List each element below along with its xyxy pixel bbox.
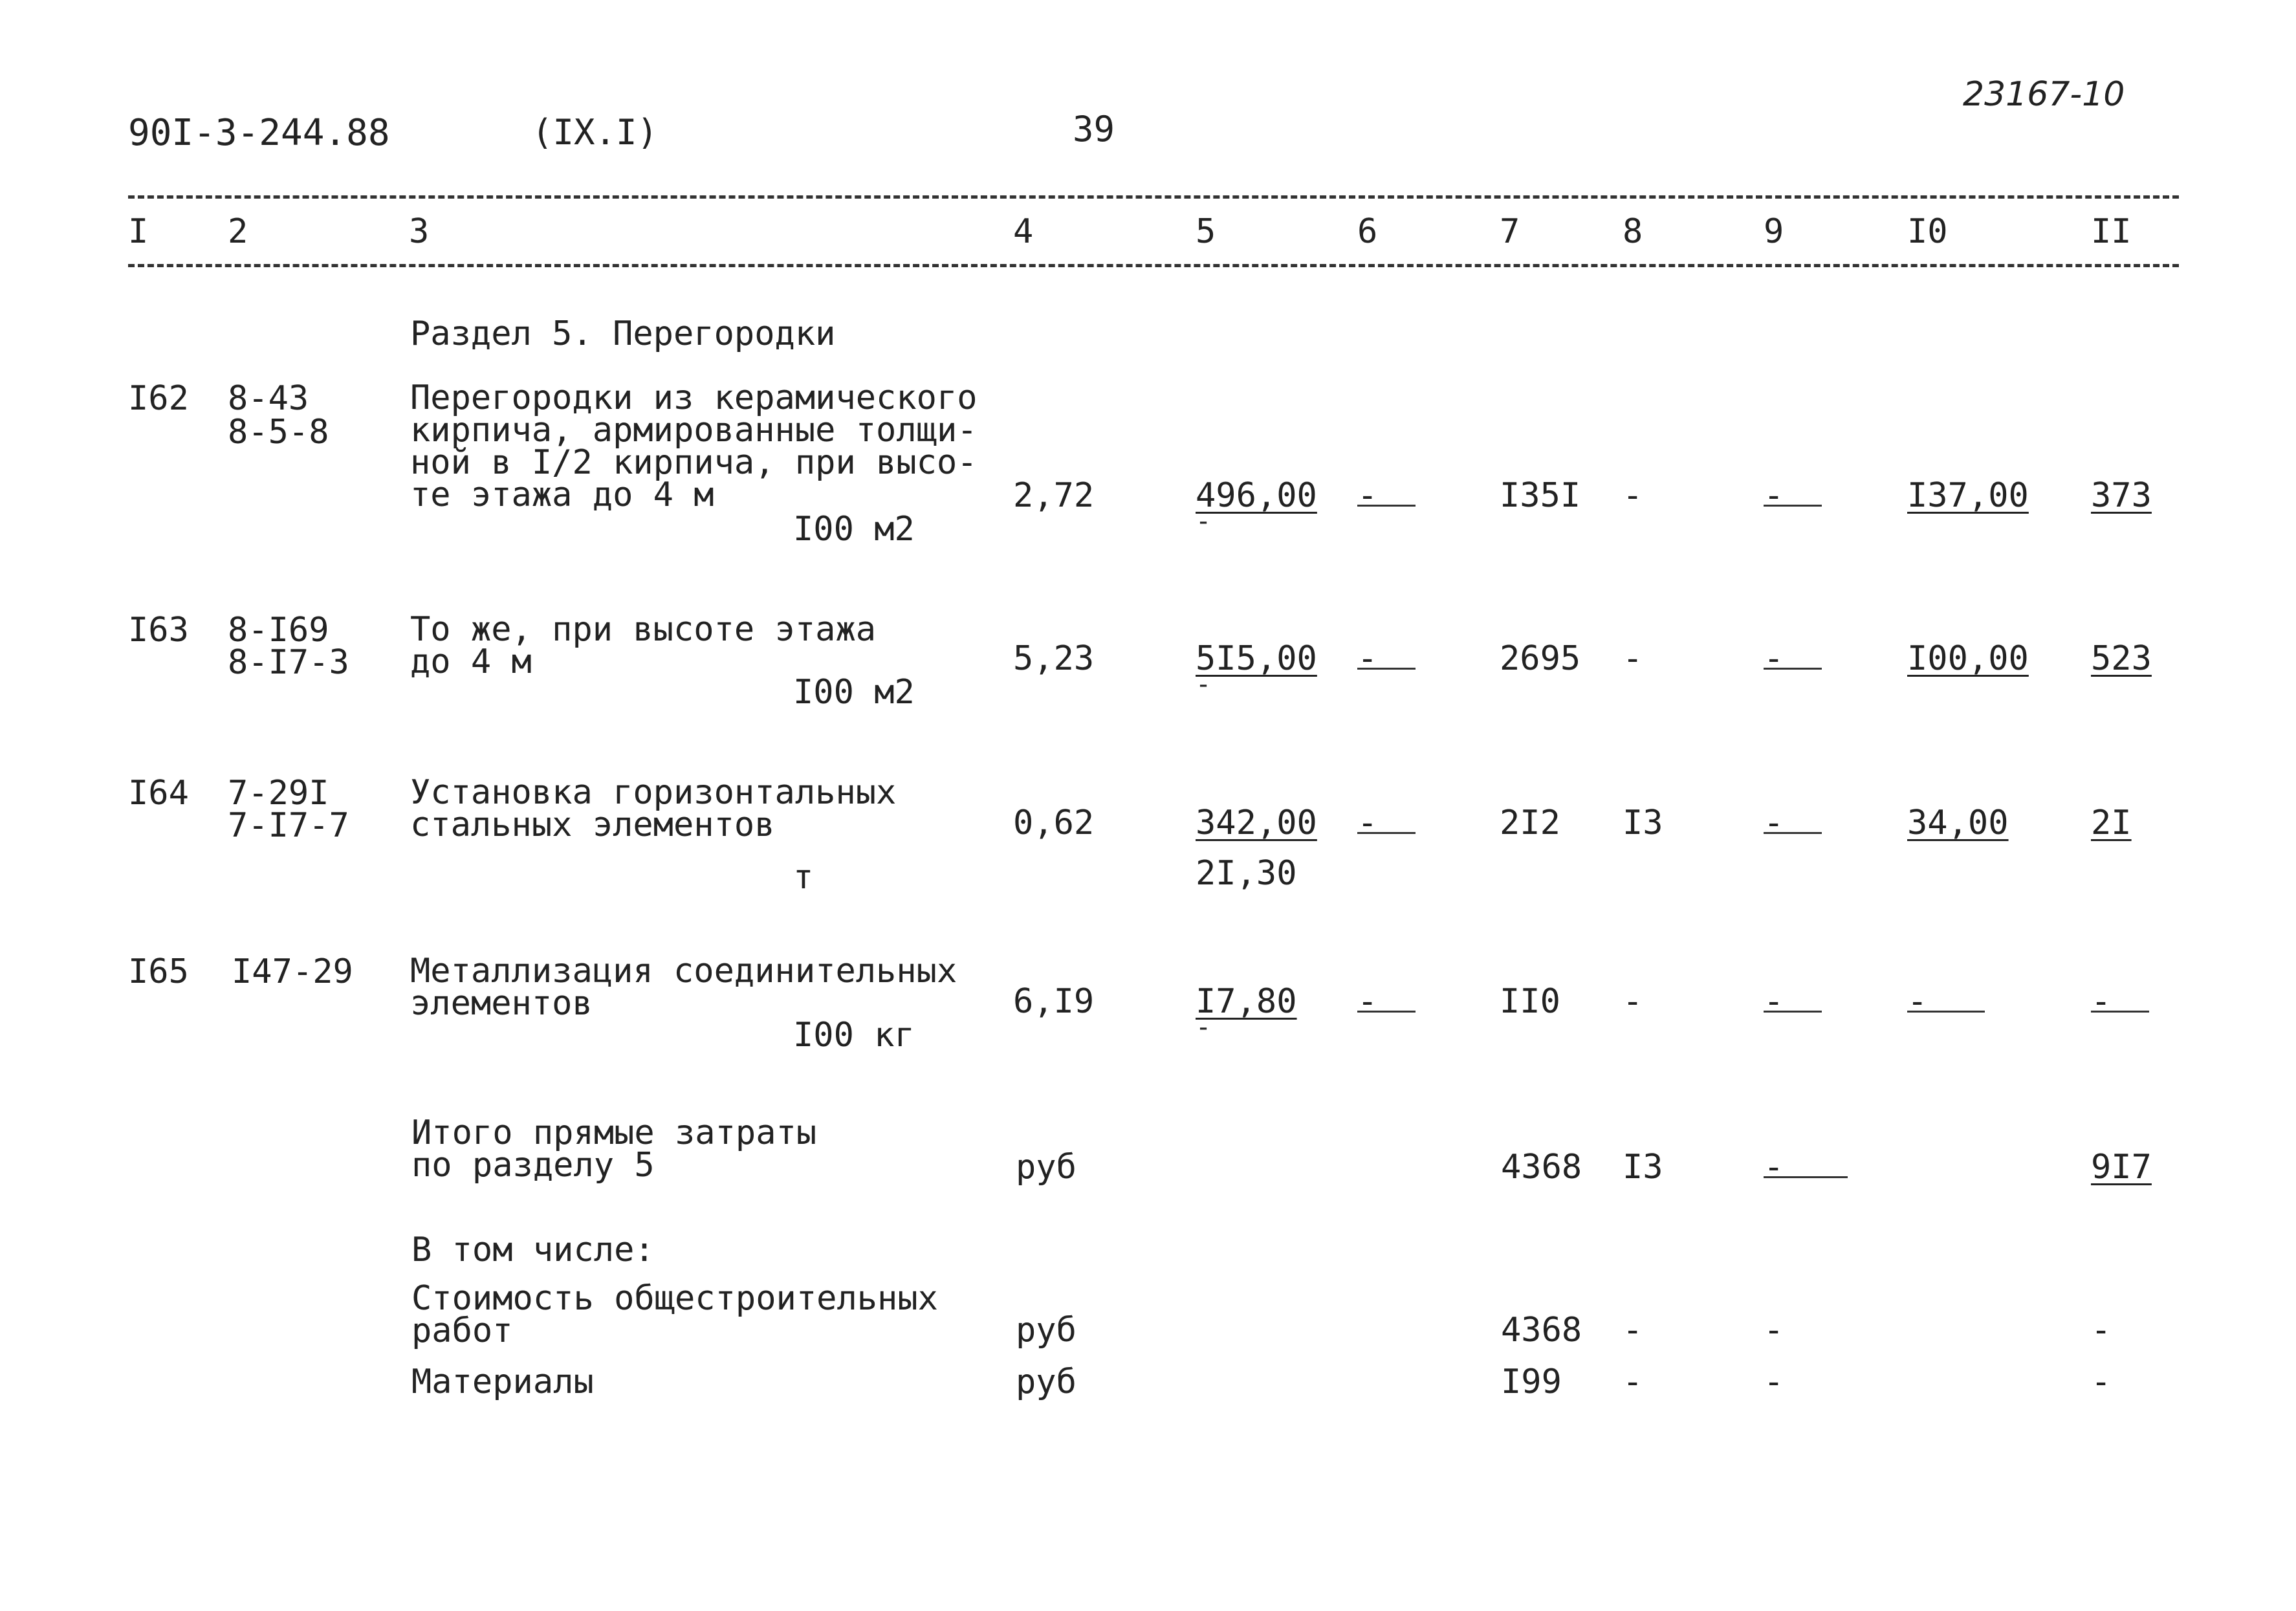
measure-unit: т (793, 858, 814, 897)
breakdown-column-8: - (1623, 1311, 1643, 1350)
column-header-7: 7 (1500, 212, 1520, 251)
total-cost: I35I (1500, 476, 1581, 515)
price-code: 7-I7-7 (228, 806, 349, 845)
breakdown-column-9: - (1764, 1311, 1784, 1350)
breakdown-total-cost: I99 (1501, 1363, 1562, 1401)
total-cost: 2I2 (1500, 804, 1560, 842)
breakdown-label: Материалы (411, 1363, 594, 1401)
column-header-6: 6 (1357, 212, 1378, 251)
quantity: 0,62 (1013, 804, 1095, 842)
norm-code: 7-29I (228, 774, 329, 813)
unit-cost-wages: - (1196, 507, 1212, 536)
column-6-value: - (1357, 476, 1378, 515)
column-header-3: 3 (409, 212, 430, 251)
total-cost: II0 (1500, 982, 1560, 1021)
unit-cost-wages: - (1196, 670, 1212, 699)
totals-column-9: - (1764, 1148, 1784, 1187)
breakdown-unit: руб (1016, 1363, 1077, 1401)
price-code: 8-5-8 (228, 413, 329, 452)
column-8-value: - (1623, 639, 1643, 678)
column-9-value: - (1764, 982, 1784, 1021)
column-11-value: 523 (2091, 639, 2152, 678)
section-code: (IX.I) (532, 112, 659, 153)
header-top-rule (128, 195, 2179, 199)
row-number: I62 (128, 379, 189, 418)
measure-unit: I00 кг (793, 1016, 915, 1055)
column-header-11: II (2091, 212, 2132, 251)
unit-cost: 5I5,00 (1196, 639, 1317, 678)
norm-code: 8-43 (228, 379, 309, 418)
row-number: I65 (128, 952, 189, 991)
breakdown-label: Стоимость общестроительных работ (411, 1279, 938, 1350)
handwritten-number: 23167-10 (1963, 75, 2125, 114)
column-header-8: 8 (1623, 212, 1643, 251)
price-code: 8-I7-3 (228, 643, 349, 682)
column-header-10: I0 (1907, 212, 1948, 251)
column-6-value: - (1357, 639, 1378, 678)
measure-unit: I00 м2 (793, 673, 915, 712)
column-8-value: - (1623, 982, 1643, 1021)
column-6-value: - (1357, 982, 1378, 1021)
header-bottom-rule (128, 264, 2179, 267)
totals-column-8: I3 (1623, 1148, 1663, 1187)
section-title: Раздел 5. Перегородки (410, 314, 836, 353)
column-8-value: I3 (1623, 804, 1663, 842)
column-11-value: 2I (2091, 804, 2132, 842)
totals-label: Итого прямые затраты по разделу 5 (411, 1113, 817, 1185)
row-number: I63 (128, 611, 189, 650)
breakdown-column-9: - (1764, 1363, 1784, 1401)
column-9-value: - (1764, 639, 1784, 678)
column-10-value: 34,00 (1907, 804, 2009, 842)
measure-unit: I00 м2 (793, 510, 915, 549)
column-header-5: 5 (1196, 212, 1216, 251)
breakdown-total-cost: 4368 (1501, 1311, 1582, 1350)
column-9-value: - (1764, 476, 1784, 515)
column-8-value: - (1623, 476, 1643, 515)
column-header-4: 4 (1013, 212, 1034, 251)
quantity: 2,72 (1013, 476, 1095, 515)
work-description: Металлизация соединительных элементов (410, 952, 957, 1023)
breakdown-column-8: - (1623, 1363, 1643, 1401)
row-number: I64 (128, 774, 189, 813)
norm-code: I47-29 (232, 952, 353, 991)
column-header-9: 9 (1764, 212, 1784, 251)
total-cost: 2695 (1500, 639, 1581, 678)
unit-cost-wages: - (1196, 1013, 1212, 1042)
work-description: Установка горизонтальных стальных элементов (410, 773, 897, 844)
column-10-value: I00,00 (1907, 639, 2029, 678)
work-description: То же, при высоте этажа до 4 м (410, 610, 877, 681)
totals-total-cost: 4368 (1501, 1148, 1582, 1187)
unit-cost: 496,00 (1196, 476, 1317, 515)
column-6-value: - (1357, 804, 1378, 842)
breakdown-column-11: - (2091, 1363, 2112, 1401)
norm-code: 8-I69 (228, 611, 329, 650)
document-code: 90I-3-244.88 (128, 112, 390, 154)
column-11-value: 373 (2091, 476, 2152, 515)
column-10-value: I37,00 (1907, 476, 2029, 515)
column-10-value: - (1907, 982, 1928, 1021)
page-number: 39 (1073, 109, 1115, 149)
unit-cost: 342,00 (1196, 804, 1317, 842)
unit-cost: I7,80 (1196, 982, 1297, 1021)
quantity: 5,23 (1013, 639, 1095, 678)
column-header-2: 2 (228, 212, 248, 251)
totals-unit: руб (1016, 1148, 1077, 1187)
quantity: 6,I9 (1013, 982, 1095, 1021)
column-header-1: I (128, 212, 149, 251)
column-9-value: - (1764, 804, 1784, 842)
column-11-value: - (2091, 982, 2112, 1021)
breakdown-unit: руб (1016, 1311, 1077, 1350)
unit-cost-wages: 2I,30 (1196, 854, 1297, 893)
work-description: Перегородки из керамического кирпича, армированные толщи- ной в I/2 кирпича, при высо- те этажа до 4 м (410, 378, 978, 514)
including-label: В том числе: (411, 1231, 655, 1269)
totals-column-11: 9I7 (2091, 1148, 2152, 1187)
breakdown-column-11: - (2091, 1311, 2112, 1350)
